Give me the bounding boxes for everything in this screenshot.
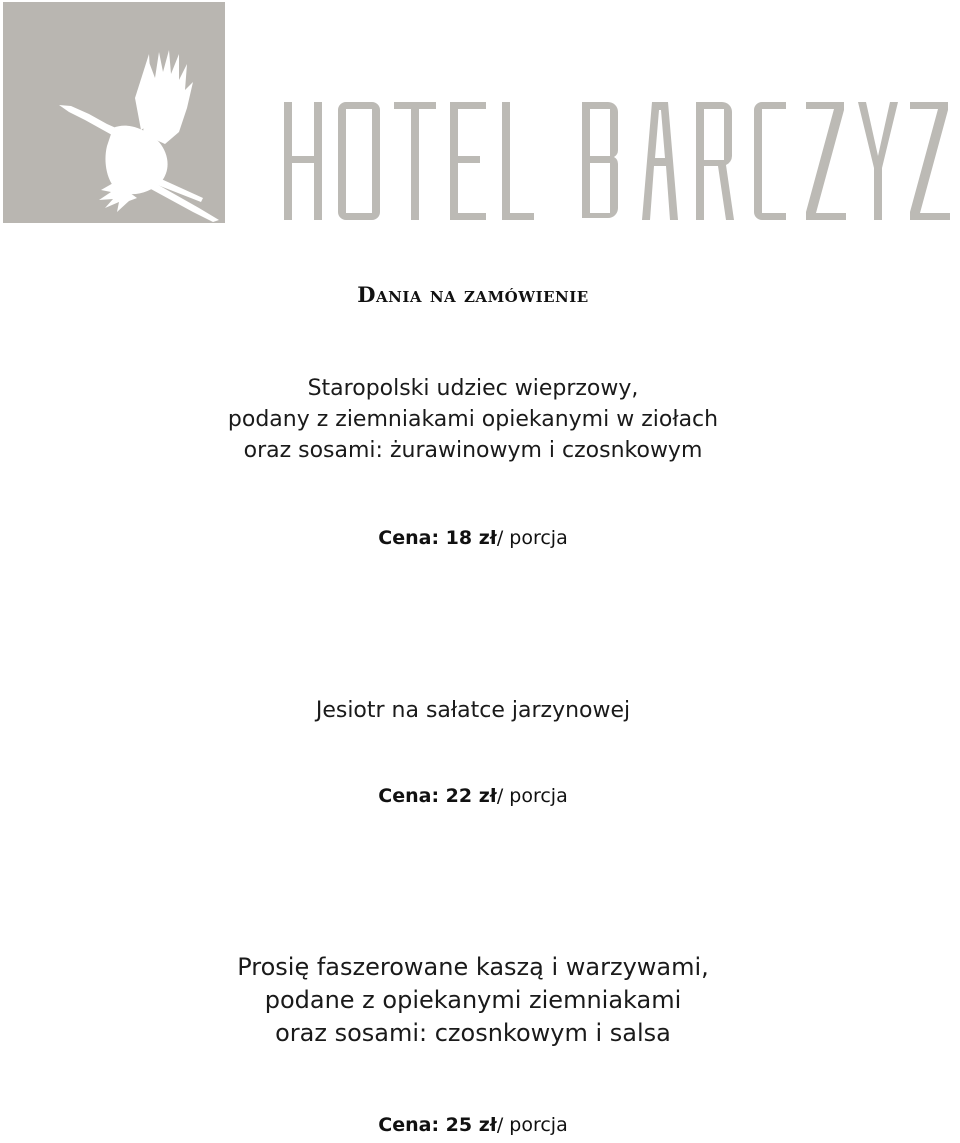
dish-description [0,373,946,466]
dish-price [0,1114,946,1136]
dish-line: Jesiotr na sałatce jarzynowej [315,698,631,723]
menu-heading: Dania na zamówienie [357,282,589,307]
dish-description [0,951,946,1050]
dish-description [0,695,946,726]
price-unit: / porcja [496,785,568,807]
dish-line: podane z opiekanymi ziemniakami [264,986,682,1014]
dish-line: oraz sosami: czosnkowym i salsa [275,1019,671,1047]
dish-price [0,785,946,807]
price-unit: / porcja [496,527,568,549]
price-unit: / porcja [496,1114,568,1136]
dish-line: podany z ziemniakami opiekanymi w ziołach [227,407,719,432]
dish-price [0,527,946,549]
dish-line: oraz sosami: żurawinowym i czosnkowym [243,438,703,463]
hotel-wordmark [284,100,960,222]
price-label: Cena: 22 zł [378,785,497,807]
logo [3,2,225,223]
price-label: Cena: 18 zł [378,527,497,549]
dish-line: Prosię faszerowane kaszą i warzywami, [237,953,709,981]
dish-line: Staropolski udziec wieprzowy, [307,376,639,401]
price-label: Cena: 25 zł [378,1114,497,1136]
stork-icon [3,2,225,223]
